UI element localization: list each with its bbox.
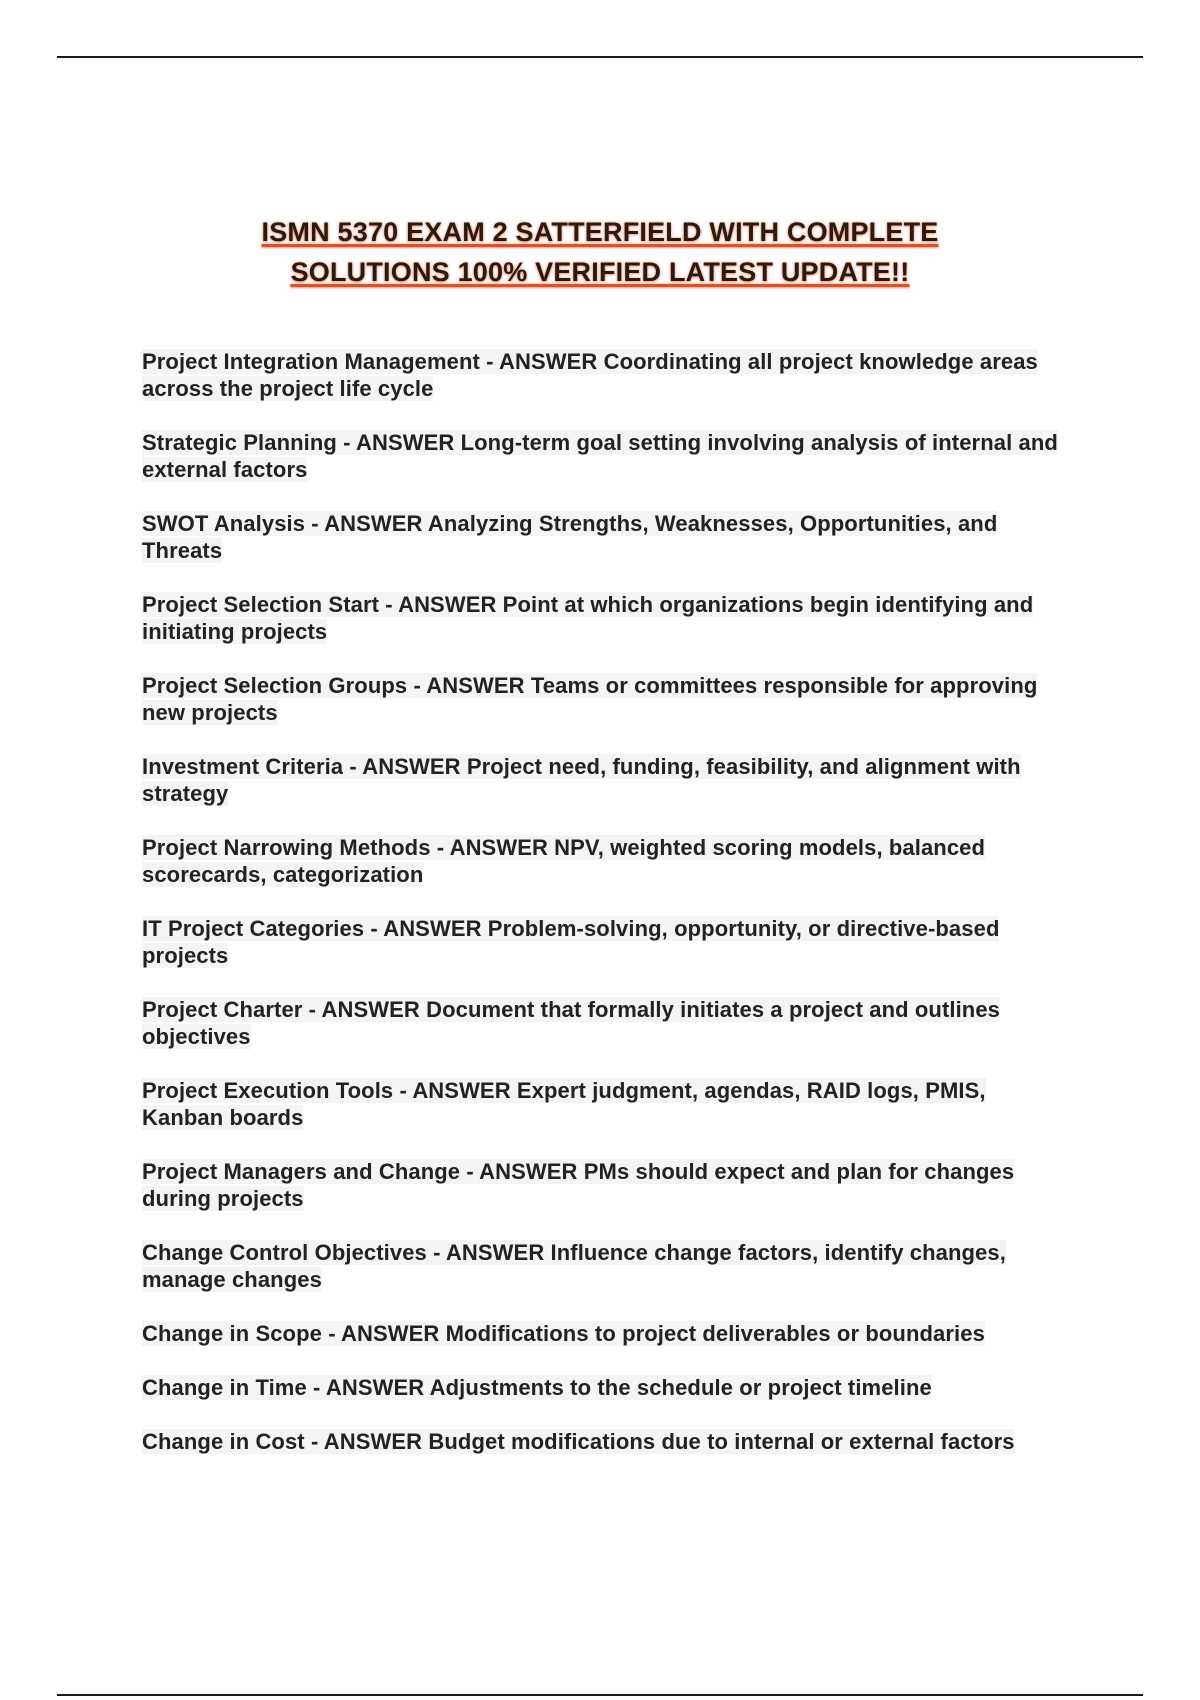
qa-term: Project Selection Start bbox=[142, 592, 380, 617]
qa-item bbox=[142, 834, 1072, 888]
qa-item bbox=[142, 429, 1072, 483]
answer-separator: - ANSWER bbox=[343, 754, 467, 779]
qa-definition: Influence change factors, identify changes, manage changes bbox=[142, 1240, 1006, 1292]
qa-term: Project Charter bbox=[142, 997, 303, 1022]
answer-separator: - ANSWER bbox=[479, 349, 604, 374]
title-line-1: ISMN 5370 EXAM 2 SATTERFIELD WITH COMPLETE bbox=[261, 217, 939, 247]
qa-term: Investment Criteria bbox=[142, 754, 344, 779]
answer-separator: - ANSWER bbox=[364, 916, 488, 941]
answer-separator: - ANSWER bbox=[321, 1321, 446, 1346]
answer-separator: - ANSWER bbox=[407, 673, 531, 698]
qa-definition: Analyzing Strengths, Weaknesses, Opportunities, and Threats bbox=[142, 511, 998, 563]
answer-separator: - ANSWER bbox=[304, 1429, 429, 1454]
qa-term: SWOT Analysis bbox=[142, 511, 306, 536]
qa-definition: Project need, funding, feasibility, and alignment with strategy bbox=[142, 754, 1021, 806]
qa-term: Change in Time bbox=[142, 1375, 307, 1400]
qa-term: IT Project Categories bbox=[142, 916, 365, 941]
qa-definition: Point at which organizations begin identifying and initiating projects bbox=[142, 592, 1034, 644]
qa-item bbox=[142, 348, 1072, 402]
page-top-rule bbox=[57, 56, 1143, 58]
qa-item bbox=[142, 510, 1072, 564]
qa-definition: Expert judgment, agendas, RAID logs, PMIS, Kanban boards bbox=[142, 1078, 986, 1130]
qa-term: Project Execution Tools bbox=[142, 1078, 394, 1103]
page-bottom-rule bbox=[57, 1694, 1143, 1696]
answer-separator: - ANSWER bbox=[336, 430, 461, 455]
qa-definition: Budget modifications due to internal or external factors bbox=[428, 1429, 1015, 1454]
qa-definition: Coordinating all project knowledge areas across the project life cycle bbox=[142, 349, 1038, 401]
qa-term: Project Selection Groups bbox=[142, 673, 408, 698]
qa-item bbox=[142, 1428, 1072, 1455]
answer-separator: - ANSWER bbox=[379, 592, 503, 617]
answer-separator: - ANSWER bbox=[306, 1375, 430, 1400]
answer-separator: - ANSWER bbox=[460, 1159, 584, 1184]
qa-definition: Adjustments to the schedule or project timeline bbox=[429, 1375, 932, 1400]
answer-separator: - ANSWER bbox=[393, 1078, 517, 1103]
qa-term: Change in Scope bbox=[142, 1321, 322, 1346]
qa-term: Strategic Planning bbox=[142, 430, 337, 455]
qa-definition: Long-term goal setting involving analysis of internal and external factors bbox=[142, 430, 1058, 482]
qa-term: Project Narrowing Methods bbox=[142, 835, 431, 860]
qa-item bbox=[142, 753, 1072, 807]
qa-item bbox=[142, 996, 1072, 1050]
qa-term: Project Integration Management bbox=[142, 349, 480, 374]
answer-separator: - ANSWER bbox=[302, 997, 427, 1022]
qa-definition: Modifications to project deliverables or boundaries bbox=[445, 1321, 985, 1346]
qa-item bbox=[142, 915, 1072, 969]
answer-separator: - ANSWER bbox=[305, 511, 428, 536]
qa-definition: Problem-solving, opportunity, or directive-based projects bbox=[142, 916, 1000, 968]
qa-item bbox=[142, 1239, 1072, 1293]
qa-item bbox=[142, 1320, 1072, 1347]
qa-item bbox=[142, 591, 1072, 645]
qa-item bbox=[142, 1077, 1072, 1131]
qa-item bbox=[142, 1374, 1072, 1401]
qa-definition: NPV, weighted scoring models, balanced scorecards, categorization bbox=[142, 835, 986, 887]
document-title bbox=[0, 212, 1200, 292]
qa-item bbox=[142, 672, 1072, 726]
qa-definition: Document that formally initiates a project and outlines objectives bbox=[142, 997, 1001, 1049]
answer-separator: - ANSWER bbox=[430, 835, 555, 860]
qa-term: Project Managers and Change bbox=[142, 1159, 461, 1184]
qa-list bbox=[142, 348, 1072, 1482]
qa-term: Change Control Objectives bbox=[142, 1240, 427, 1265]
answer-separator: - ANSWER bbox=[426, 1240, 551, 1265]
qa-item bbox=[142, 1158, 1072, 1212]
qa-definition: Teams or committees responsible for approving new projects bbox=[142, 673, 1038, 725]
qa-definition: PMs should expect and plan for changes during projects bbox=[142, 1159, 1015, 1211]
qa-term: Change in Cost bbox=[142, 1429, 305, 1454]
title-line-2: SOLUTIONS 100% VERIFIED LATEST UPDATE!! bbox=[290, 257, 910, 287]
